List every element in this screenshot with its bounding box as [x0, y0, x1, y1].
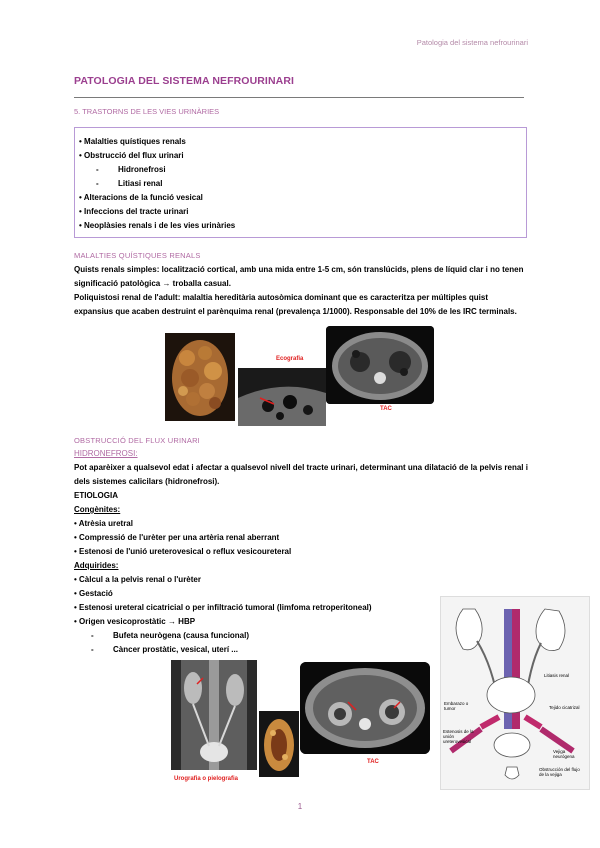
congenital-list — [74, 503, 494, 657]
summary-item: • Alteracions de la funció vesical — [79, 193, 203, 202]
diagram-label-embarazo: Embarazo o tumor — [444, 701, 469, 711]
acquired-item: • Càlcul a la pelvis renal o l'urèter — [74, 575, 201, 584]
obstruction-heading: OBSTRUCCIÓ DEL FLUX URINARI — [74, 436, 200, 445]
summary-item: • Infeccions del tracte urinari — [79, 207, 189, 216]
kidney-photo-svg — [165, 333, 235, 421]
cysts-paragraph-1: Quists renals simples: localització cortical, amb una mida entre 1-5 cm, són translúcids, plens de líquid clar i no tenen significació patològica → troballa casual. — [74, 265, 524, 288]
summary-item: • Malalties quístiques renals — [79, 137, 186, 146]
ecografia-label: Ecografia — [276, 356, 304, 362]
acquired-item: • Estenosi ureteral cicatricial o per infiltració tumoral (limfoma retroperitoneal) — [74, 603, 372, 612]
diagram-label-vejiga: Vejiga neurógena — [553, 749, 575, 759]
tac-image-2 — [300, 662, 430, 754]
hydronephrosis-subheading: HIDRONEFROSI: — [74, 449, 138, 458]
polycystic-kidney-photo — [165, 333, 235, 421]
diagram-label-estenosis: Estenosis de la unión ureterovesical — [443, 729, 474, 744]
tac-svg-2 — [300, 662, 430, 754]
urography-label: Urografia o pielografia — [174, 776, 239, 782]
etiology-heading: ETIOLOGIA — [74, 491, 118, 500]
dash: - — [91, 645, 94, 654]
obstruction-causes-diagram — [440, 596, 590, 790]
dash: - — [91, 631, 94, 640]
summary-item: • Obstrucció del flux urinari — [79, 151, 184, 160]
hydronephrosis-block — [74, 447, 529, 503]
acquired-subitem-label: Càncer prostàtic, vesical, uterí ... — [113, 645, 238, 654]
running-header: Patologia del sistema nefrourinari — [416, 38, 528, 47]
obstruction-diagram-svg — [441, 597, 590, 790]
tac-image-1 — [326, 326, 434, 404]
congenital-item: • Estenosi de l'unió ureterovesical o reflux vesicoureteral — [74, 547, 292, 556]
dash: - — [96, 179, 99, 188]
cysts-heading: MALALTIES QUÍSTIQUES RENALS — [74, 251, 201, 260]
acquired-item: • Origen vesicoprostàtic → HBP — [74, 617, 196, 626]
diagram-label-obstruccion: Obstrucción del flujo de la vejiga — [539, 767, 580, 777]
cysts-text — [74, 263, 529, 319]
ecografia-svg — [238, 368, 326, 426]
summary-subitem-label: Hidronefrosi — [118, 165, 166, 174]
urography-svg — [171, 660, 257, 770]
congenital-item: • Compressió de l'urèter per una artèria renal aberrant — [74, 533, 280, 542]
hydronephrosis-paragraph: Pot aparèixer a qualsevol edat i afectar a qualsevol nivell del tracte urinari, determinant una dilatació de la pelvis renal i dels sistemes calicilars (hidronefrosi). — [74, 463, 528, 486]
summary-subitem — [79, 177, 522, 191]
diagram-label-litiasis: Litiasis renal — [544, 673, 570, 678]
diagram-label-tejido: Tejido cicatrizal — [549, 705, 580, 710]
dash: - — [96, 165, 99, 174]
kidney-specimen-svg — [259, 711, 299, 777]
acquired-label: Adquirides: — [74, 561, 119, 570]
ecografia-image — [238, 368, 326, 426]
summary-subitem — [79, 163, 522, 177]
tac-label-2: TAC — [367, 759, 379, 765]
kidney-specimen-photo — [259, 711, 299, 777]
summary-box — [74, 127, 527, 238]
acquired-subitem — [74, 629, 494, 643]
acquired-subitem — [74, 643, 494, 657]
section-title: 5. TRASTORNS DE LES VIES URINÀRIES — [74, 107, 220, 116]
summary-subitem-label: Litiasi renal — [118, 179, 163, 188]
summary-item: • Neoplàsies renals i de les vies urinàries — [79, 221, 236, 230]
acquired-subitem-label: Bufeta neurògena (causa funcional) — [113, 631, 250, 640]
document-title: PATOLOGIA DEL SISTEMA NEFROURINARI — [74, 75, 295, 87]
title-divider — [74, 97, 524, 98]
page-number: 1 — [297, 802, 303, 811]
tac-svg-1 — [326, 326, 434, 404]
tac-label-1: TAC — [380, 406, 392, 412]
cysts-paragraph-2: Poliquistosi renal de l'adult: malaltia hereditària autosòmica dominant que es caracteritza per múltiples quist expansius que acaben destruint el parènquima renal (prevalença 1/1000). Responsable del 10% de les IRC terminals. — [74, 293, 517, 316]
urography-image — [171, 660, 257, 770]
acquired-item: • Gestació — [74, 589, 113, 598]
congenital-item: • Atrèsia uretral — [74, 519, 133, 528]
congenital-label: Congènites: — [74, 505, 121, 514]
